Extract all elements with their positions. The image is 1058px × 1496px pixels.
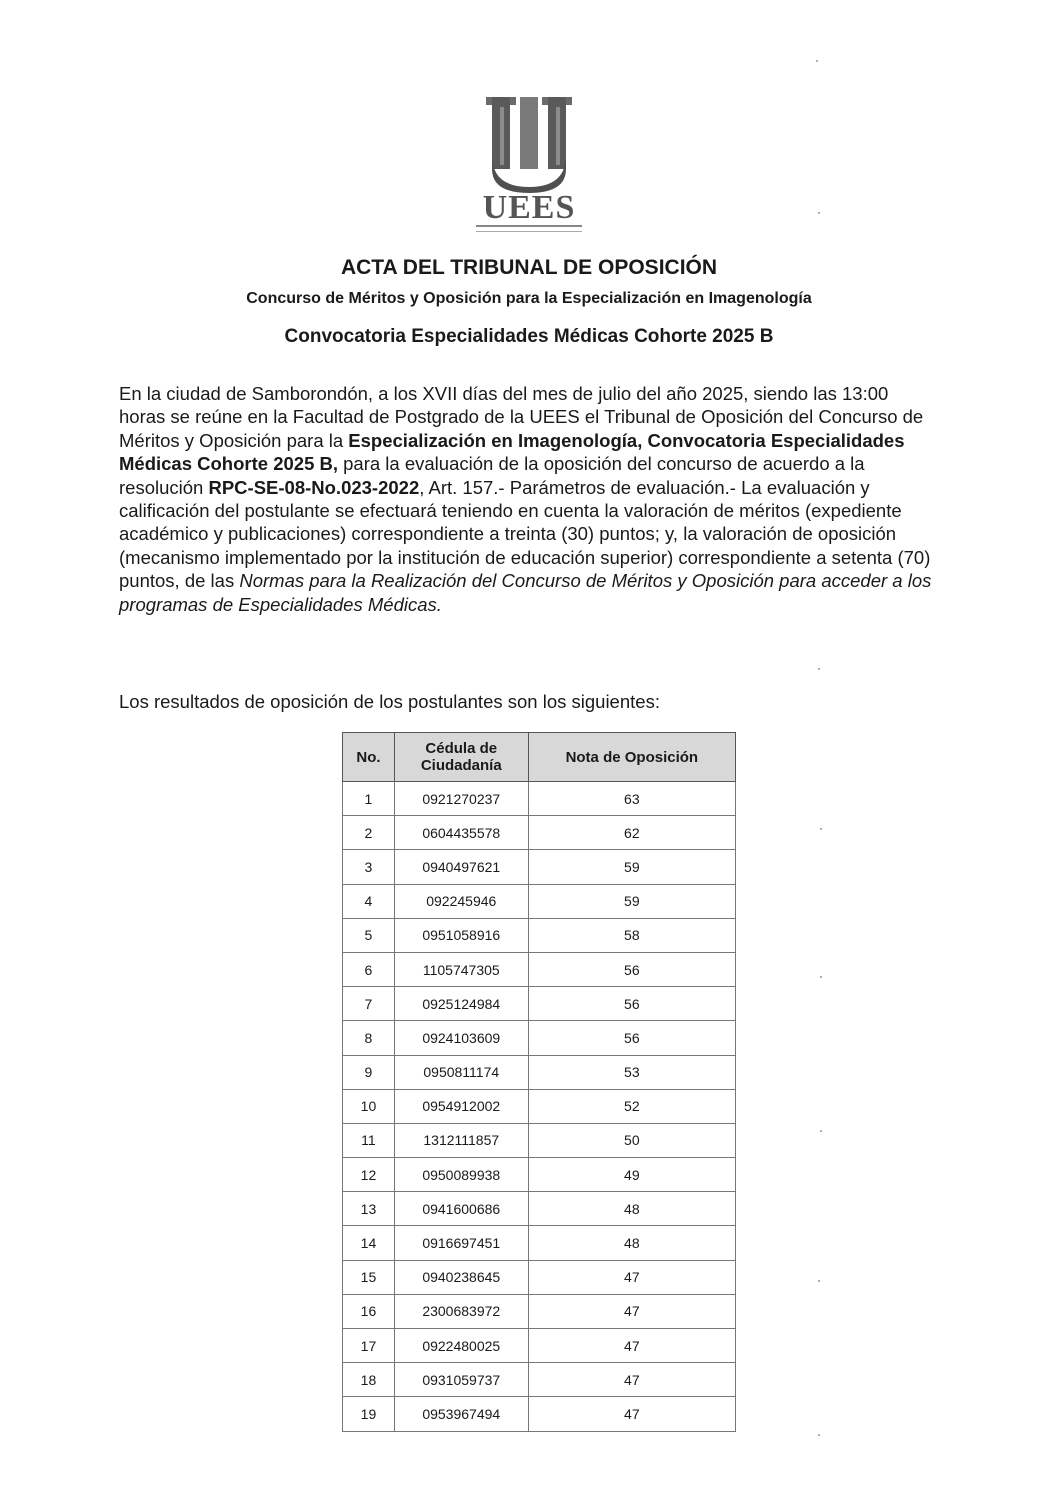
body-bold-program: Especialización en Imagenología, Convocatoria Especialidades Médicas Cohorte 2025 B, — [119, 429, 905, 475]
cell-no: 17 — [343, 1329, 395, 1363]
scan-speck — [816, 60, 818, 62]
cell-no: 9 — [343, 1055, 395, 1089]
table-row — [343, 952, 736, 986]
table-row — [343, 1329, 736, 1363]
cell-no: 15 — [343, 1260, 395, 1294]
cell-no: 6 — [343, 952, 395, 986]
table-row — [343, 918, 736, 952]
cell-cedula: 0941600686 — [394, 1192, 528, 1226]
cell-no: 18 — [343, 1363, 395, 1397]
cell-cedula: 0953967494 — [394, 1397, 528, 1431]
convocatoria-heading: Convocatoria Especialidades Médicas Cohorte 2025 B — [284, 326, 774, 347]
table-row — [343, 1226, 736, 1260]
table-row — [343, 1021, 736, 1055]
cell-nota: 63 — [528, 782, 735, 816]
cell-nota: 47 — [528, 1397, 735, 1431]
header-nota: Nota de Oposición — [528, 733, 735, 782]
scan-speck — [818, 668, 820, 670]
cell-cedula: 0940497621 — [394, 850, 528, 884]
results-table-body — [343, 782, 736, 1432]
cell-cedula: 2300683972 — [394, 1294, 528, 1328]
cell-no: 3 — [343, 850, 395, 884]
cell-nota: 47 — [528, 1363, 735, 1397]
table-row — [343, 884, 736, 918]
table-row — [343, 1397, 736, 1431]
table-row — [343, 1123, 736, 1157]
cell-cedula: 0921270237 — [394, 782, 528, 816]
header-no: No. — [343, 733, 395, 782]
cell-cedula: 092245946 — [394, 884, 528, 918]
scan-speck — [820, 976, 822, 978]
cell-no: 8 — [343, 1021, 395, 1055]
body-text-1: En la ciudad de Samborondón, a los XVII días del mes de julio del año 2025, siendo las 13:00 horas se reúne en la Facultad de Postgrado de la UEES el Tribunal de Oposición del Concurso de Méritos y Oposición para la — [119, 383, 924, 451]
table-row — [343, 782, 736, 816]
table-row — [343, 1260, 736, 1294]
table-row — [343, 987, 736, 1021]
cell-nota: 50 — [528, 1123, 735, 1157]
table-row — [343, 850, 736, 884]
cell-no: 1 — [343, 782, 395, 816]
cell-no: 2 — [343, 816, 395, 850]
document-title: ACTA DEL TRIBUNAL DE OPOSICIÓN — [340, 256, 718, 279]
table-row — [343, 816, 736, 850]
scan-speck — [820, 1130, 822, 1132]
cell-cedula: 0950089938 — [394, 1158, 528, 1192]
cell-nota: 62 — [528, 816, 735, 850]
cell-nota: 59 — [528, 884, 735, 918]
cell-cedula: 1105747305 — [394, 952, 528, 986]
cell-no: 10 — [343, 1089, 395, 1123]
cell-cedula: 0604435578 — [394, 816, 528, 850]
cell-nota: 56 — [528, 952, 735, 986]
cell-no: 14 — [343, 1226, 395, 1260]
table-row — [343, 1363, 736, 1397]
scan-speck — [820, 828, 822, 830]
cell-nota: 56 — [528, 987, 735, 1021]
body-paragraph — [119, 382, 939, 616]
cell-nota: 52 — [528, 1089, 735, 1123]
cell-nota: 47 — [528, 1294, 735, 1328]
cell-cedula: 0924103609 — [394, 1021, 528, 1055]
results-intro: Los resultados de oposición de los postulantes son los siguientes: — [119, 691, 660, 712]
uees-logo — [470, 93, 588, 233]
table-row — [343, 1294, 736, 1328]
cell-nota: 48 — [528, 1192, 735, 1226]
cell-no: 16 — [343, 1294, 395, 1328]
cell-nota: 49 — [528, 1158, 735, 1192]
body-text-2: para la evaluación de la oposición del concurso de acuerdo a la resolución — [119, 453, 865, 498]
cell-nota: 58 — [528, 918, 735, 952]
scan-speck — [818, 1280, 820, 1282]
cell-cedula: 0925124984 — [394, 987, 528, 1021]
body-text-3: , Art. 157.- Parámetros de evaluación.- La evaluación y calificación del postulante se efectuará teniendo en cuenta la valoración de méritos (expediente académico y publicaciones) correspondiente a treinta (30) puntos; y, la valoración de oposición (mecanismo implementado por la institución de educación superior) correspondiente a setenta (70) puntos, de las — [119, 476, 931, 592]
document-subtitle: Concurso de Méritos y Oposición para la Especialización en Imagenología — [246, 290, 812, 307]
cell-no: 12 — [343, 1158, 395, 1192]
cell-nota: 59 — [528, 850, 735, 884]
cell-cedula: 0922480025 — [394, 1329, 528, 1363]
cell-nota: 53 — [528, 1055, 735, 1089]
scan-speck — [818, 1434, 820, 1436]
table-header-row — [343, 733, 736, 782]
cell-cedula: 0916697451 — [394, 1226, 528, 1260]
cell-no: 5 — [343, 918, 395, 952]
cell-no: 19 — [343, 1397, 395, 1431]
cell-nota: 47 — [528, 1329, 735, 1363]
body-italic-norms: Normas para la Realización del Concurso de Méritos y Oposición para acceder a los programas de Especialidades Médicas. — [119, 570, 932, 615]
logo-underline — [476, 225, 582, 232]
cell-cedula: 0931059737 — [394, 1363, 528, 1397]
scan-speck — [818, 212, 820, 214]
body-bold-resolution: RPC-SE-08-No.023-2022 — [208, 476, 420, 498]
cell-cedula: 0950811174 — [394, 1055, 528, 1089]
cell-nota: 47 — [528, 1260, 735, 1294]
table-row — [343, 1158, 736, 1192]
cell-nota: 56 — [528, 1021, 735, 1055]
cell-no: 11 — [343, 1123, 395, 1157]
logo-wordmark: UEES — [482, 189, 576, 226]
cell-cedula: 0940238645 — [394, 1260, 528, 1294]
cell-no: 7 — [343, 987, 395, 1021]
cell-no: 4 — [343, 884, 395, 918]
table-row — [343, 1055, 736, 1089]
cell-nota: 48 — [528, 1226, 735, 1260]
cell-no: 13 — [343, 1192, 395, 1226]
cell-cedula: 0954912002 — [394, 1089, 528, 1123]
cell-cedula: 1312111857 — [394, 1123, 528, 1157]
cell-cedula: 0951058916 — [394, 918, 528, 952]
results-table — [342, 732, 736, 1432]
table-row — [343, 1089, 736, 1123]
table-row — [343, 1192, 736, 1226]
uees-u-logo-icon — [470, 93, 588, 193]
header-cedula: Cédula de Ciudadanía — [394, 733, 528, 782]
